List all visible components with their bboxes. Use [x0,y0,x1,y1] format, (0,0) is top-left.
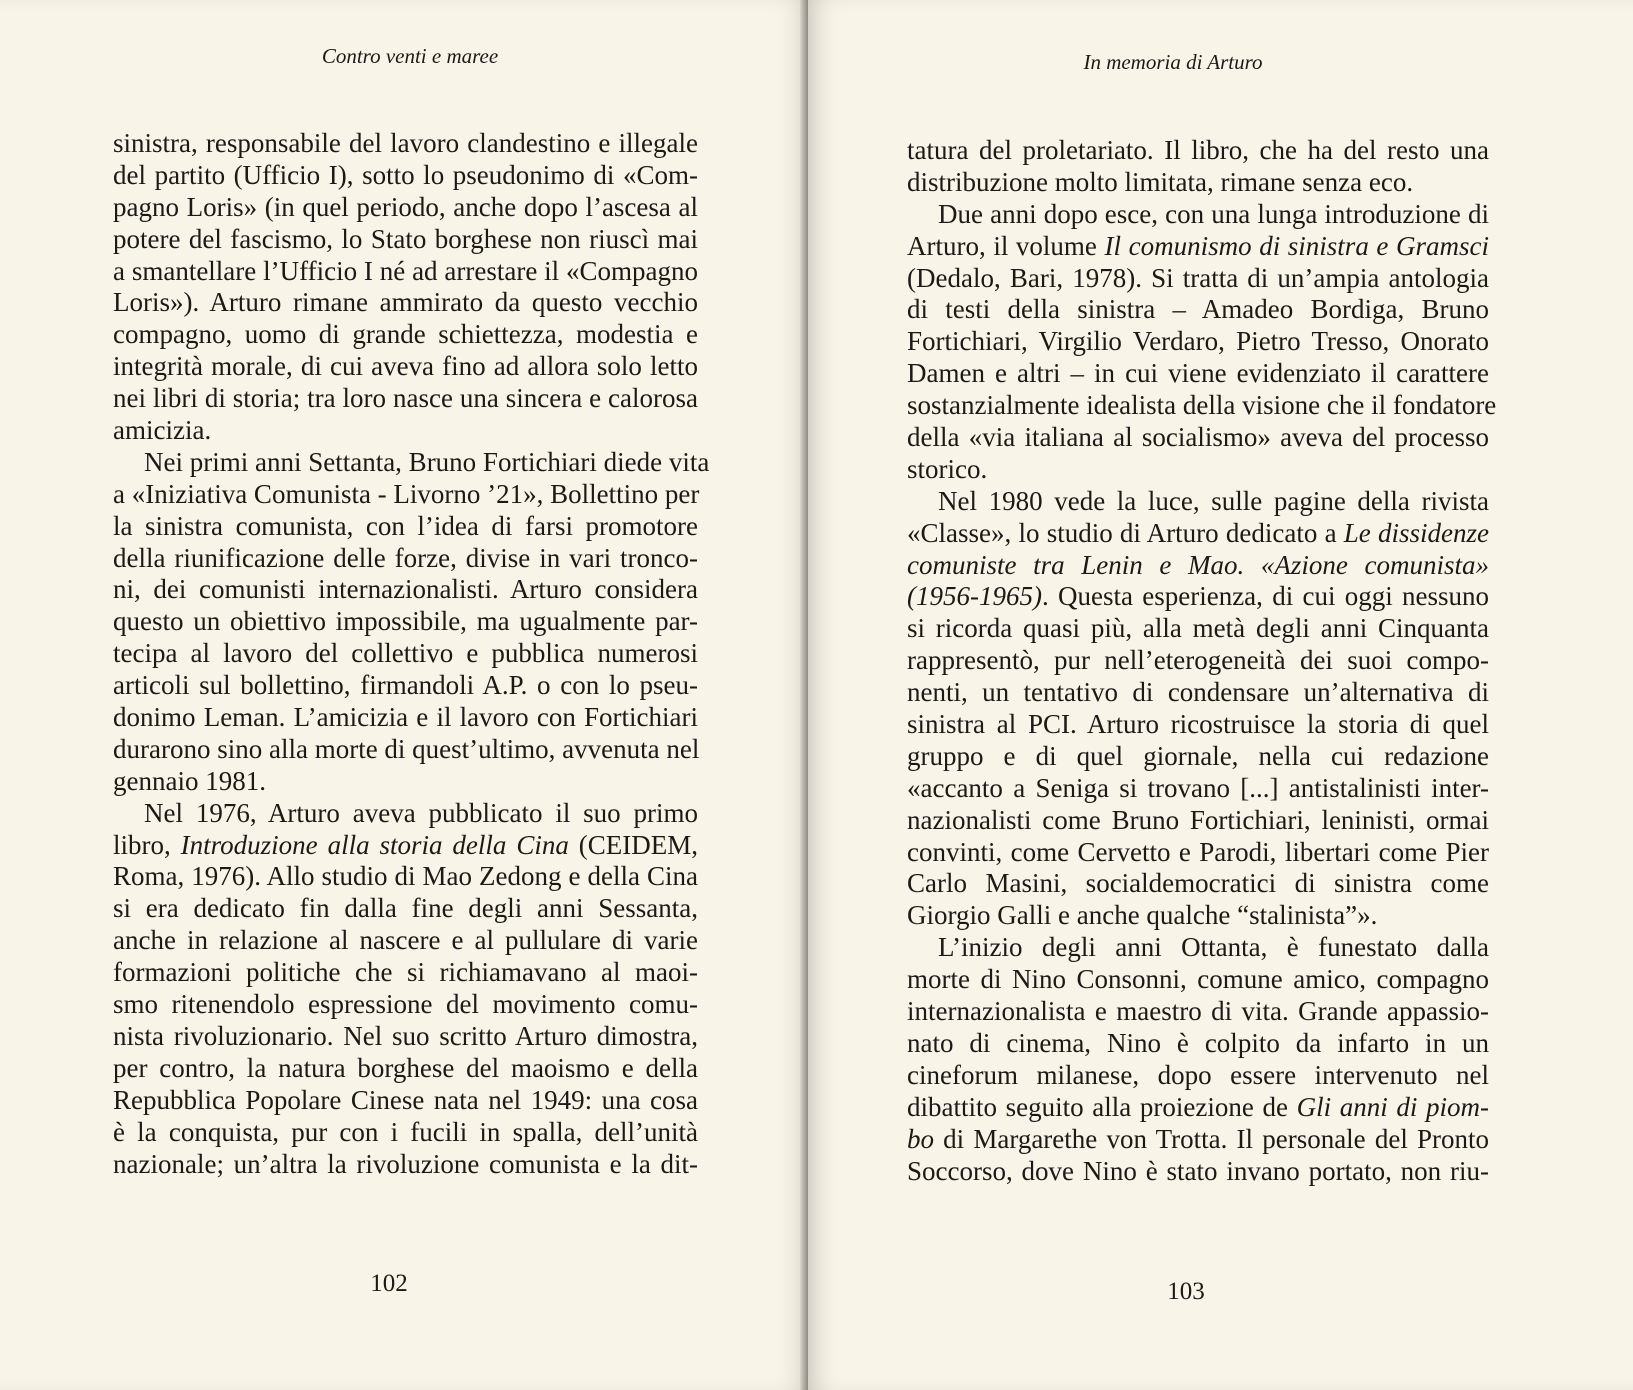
text-line [907,581,1489,613]
text-line: Carlo Masini, socialdemocratici di sinistra come [907,868,1489,899]
film-title: bo [907,1123,934,1154]
text-line: nenti, un tentativo di condensare un’alternativa di [907,677,1489,708]
text-line: rappresentò, pur nell’eterogeneità dei suoi compo- [907,645,1489,676]
text-line [113,830,698,862]
text-line: pagno Loris» (in quel periodo, anche dopo l’ascesa al [113,191,698,222]
text-line: (Dedalo, Bari, 1978). Si tratta di un’ampia antologia [907,262,1489,293]
text-line: Repubblica Popolare Cinese nata nel 1949: una cosa [113,1084,698,1115]
text-line: sinistra, responsabile del lavoro clandestino e illegale [113,128,698,158]
study-title: (1956-1965) [907,581,1042,612]
text-line [907,518,1489,550]
text-run: . Arturo ricostruisce la storia di quel [1069,709,1489,740]
text-line: Loris»). Arturo rimane ammirato da questo vecchio [113,287,698,318]
text-line: donimo Leman. L’amicizia e il lavoro con Fortichiari [113,702,698,733]
text-line: durarono sino alla morte di quest’ultimo, avvenuta nel [113,733,700,764]
text-line: formazioni politiche che si richiamavano al maoi- [113,957,698,988]
page-number-right: 103 [1167,1278,1205,1305]
text-line: articoli sul bollettino, firmandoli A.P. o con lo pseu- [113,670,698,701]
text-line: gruppo e di quel giornale, nella cui redazione [907,740,1489,771]
text-line: gennaio 1981. [113,765,266,796]
text-line: storico. [907,453,988,484]
text-run: (CEIDEM, [568,829,699,860]
text-line: la sinistra comunista, con l’idea di farsi promotore [113,510,698,541]
text-line: Roma, 1976). Allo studio di Mao Zedong e della Cina [113,861,698,892]
text-line: distribuzione molto limitata, rimane senza eco. [907,166,1414,197]
body-text-left [113,128,710,1180]
text-line: internazionalista e maestro di vita. Grande appassio- [907,996,1489,1027]
text-run: sinistra al [907,709,1028,740]
text-line: nei libri di storia; tra loro nasce una sincera e calorosa [113,383,698,414]
text-line: si ricorda quasi più, alla metà degli anni Cinquanta [907,613,1489,644]
text-line: Fortichiari, Virgilio Verdaro, Pietro Tresso, Onorato [907,326,1489,357]
study-title: comuniste tra Lenin e Mao. «Azione comunista» [907,549,1489,580]
running-head-right: In memoria di Arturo [1083,50,1263,74]
text-line [907,1124,1489,1156]
text-line: amicizia. [113,415,212,446]
text-line: nato di cinema, Nino è colpito da infarto in un [907,1027,1489,1058]
party-acronym: PCI [1027,709,1070,740]
study-title: Le dissidenze [1343,517,1490,548]
text-line: nazionalisti come Bruno Fortichiari, leninisti, ormai [907,804,1489,835]
text-line: si era dedicato fin dalla fine degli anni Sessanta, [113,893,698,924]
text-run: . Questa esperienza, di cui oggi nessuno [1041,581,1489,612]
film-title: Gli anni di piom- [1296,1091,1490,1122]
text-line: a «Iniziativa Comunista - Livorno ’21», Bollettino per [113,478,700,509]
text-line: Nei primi anni Settanta, Bruno Fortichiari diede vita [144,446,710,477]
text-line: morte di Nino Consonni, comune amico, compagno [907,964,1489,995]
right-page [808,0,1633,1390]
text-line: anche in relazione al nascere e al pullulare di varie [113,925,698,956]
text-line: ni, dei comunisti internazionalisti. Arturo considera [113,574,698,605]
text-run: di Margarethe von Trotta. Il personale del Pronto [934,1123,1489,1154]
text-line: della «via italiana al socialismo» aveva del processo [907,422,1489,453]
text-run: «Classe», lo studio di Arturo dedicato a [907,517,1344,548]
text-line: Soccorso, dove Nino è stato invano portato, non riu- [907,1155,1489,1186]
text-run: Arturo, il volume [907,230,1105,261]
text-line: Due anni dopo esce, con una lunga introduzione di [938,198,1489,229]
text-line [907,231,1489,263]
text-line: Giorgio Galli e anche qualche “stalinista”». [907,900,1378,931]
text-line: tecipa al lavoro del collettivo e pubblica numerosi [113,638,698,669]
text-line: di testi della sinistra – Amadeo Bordiga, Bruno [907,294,1489,325]
text-line: per contro, la natura borghese del maoismo e della [113,1052,698,1083]
text-line: «accanto a Seniga si trovano [...] antistalinisti inter- [907,772,1489,803]
text-line: cineforum milanese, dopo essere intervenuto nel [907,1059,1489,1090]
page-number-left: 102 [370,1270,408,1297]
text-line: nista rivoluzionario. Nel suo scritto Arturo dimostra, [113,1020,698,1051]
text-line: L’inizio degli anni Ottanta, è funestato dalla [938,932,1489,963]
text-run: dibattito seguito alla proiezione de [907,1091,1297,1122]
text-line [907,709,1489,741]
text-line [907,1092,1489,1124]
book-title: Il comunismo di sinistra e Gramsci [1104,230,1489,261]
text-line: del partito (Ufficio I), sotto lo pseudonimo di «Com- [113,159,698,190]
text-line: compagno, uomo di grande schiettezza, modestia e [113,319,698,350]
text-line: sostanzialmente idealista della visione che il fondatore [907,390,1497,421]
text-line: a smantellare l’Ufficio I né ad arrestare il «Compagno [113,255,698,286]
left-page [0,0,808,1390]
body-text-right [907,135,1497,1187]
text-line: Nel 1976, Arturo aveva pubblicato il suo primo [144,797,698,828]
text-line: Nel 1980 vede la luce, sulle pagine della rivista [938,485,1489,516]
text-line: nazionale; un’altra la rivoluzione comunista e la dit- [113,1148,698,1179]
text-line: Damen e altri – in cui viene evidenziato il carattere [907,358,1489,389]
text-line: della riunificazione delle forze, divise in vari tronco- [113,542,698,573]
text-line: questo un obiettivo impossibile, ma ugualmente par- [113,606,698,637]
text-line: convinti, come Cervetto e Parodi, libertari come Pier [907,836,1489,867]
running-head-left: Contro venti e maree [321,44,499,68]
text-line: tatura del proletariato. Il libro, che ha del resto una [907,135,1489,165]
text-line: è la conquista, pur con i fucili in spalla, dell’unità [113,1116,698,1147]
text-run: libro, [113,829,181,860]
text-line: potere del fascismo, lo Stato borghese non riuscì mai [113,223,698,254]
text-line: integrità morale, di cui aveva fino ad allora solo letto [113,351,698,382]
text-line: smo ritenendolo espressione del movimento comu- [113,989,698,1020]
book-title: Introduzione alla storia della Cina [180,829,569,860]
